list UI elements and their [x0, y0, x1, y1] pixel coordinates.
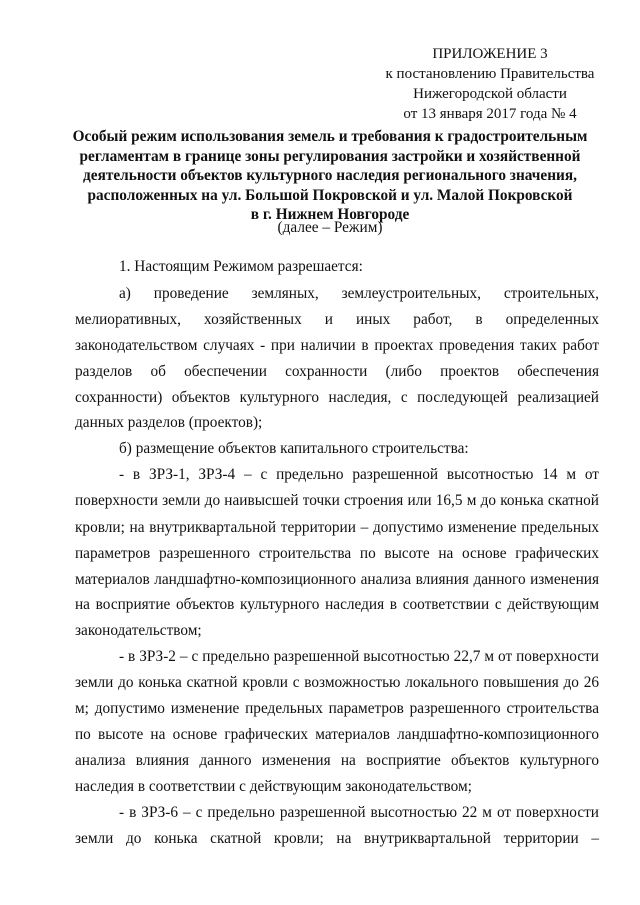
paragraph-line: 1. Настоящим Режимом разрешается: — [119, 258, 363, 275]
paragraph-line: кровли; на внутриквартальной территории – допустимо изменение предельных — [75, 519, 599, 536]
paragraph-line: сохранности) объектов культурного наследия, с последующей реализацией — [75, 389, 599, 406]
paragraph-line: наследия в соответствии с действующим законодательством; — [75, 778, 472, 795]
paragraph-line: по высоте на основе графических материалов ландшафтно-композиционного — [75, 726, 599, 743]
appendix-reference: к постановлению Правительства — [385, 66, 595, 82]
appendix-number: ПРИЛОЖЕНИЕ 3 — [432, 46, 548, 62]
paragraph-line: на восприятие объектов культурного наследия в соответствии с действующим — [75, 596, 599, 613]
paragraph-line: разделов об обеспечении сохранности (либо проектов обеспечения — [75, 363, 599, 380]
paragraph-line: анализа влияния данного изменения на восприятие объектов культурного — [75, 752, 599, 769]
title-line: регламентам в границе зоны регулирования застройки и хозяйственной — [79, 147, 581, 165]
document-title — [50, 127, 610, 225]
document-subtitle: (далее – Режим) — [277, 219, 383, 236]
paragraph-line: данных разделов (проектов); — [75, 414, 263, 431]
paragraph-line: б) размещение объектов капитального строительства: — [119, 440, 469, 457]
title-line: деятельности объектов культурного наследия регионального значения, — [83, 167, 577, 184]
paragraph-line: - в ЗРЗ-6 – с предельно разрешенной высотностью 22 м от поверхности — [119, 804, 599, 821]
paragraph-line: земли до конька скатной кровли с возможностью локального повышения до 26 — [75, 674, 599, 691]
appendix-date: от 13 января 2017 года № 4 — [403, 106, 577, 122]
paragraph-line: материалов ландшафтно-композиционного анализа влияния данного изменения — [75, 571, 599, 588]
paragraph-line: поверхности земли до наивысшей точки строения или 16,5 м до конька скатной — [75, 492, 599, 509]
paragraph-line: а) проведение земляных, землеустроительных, строительных, — [119, 285, 599, 302]
paragraph-line: мелиоративных, хозяйственных и иных работ, в определенных — [75, 311, 599, 328]
paragraph-line: - в ЗРЗ-2 – с предельно разрешенной высотностью 22,7 м от поверхности — [119, 648, 599, 665]
title-line: расположенных на ул. Большой Покровской и ул. Малой Покровской — [87, 186, 573, 204]
paragraph-line: земли до конька скатной кровли; на внутриквартальной территории – — [75, 830, 599, 847]
paragraph-line: законодательством случаях - при наличии в проектах проведения таких работ — [75, 337, 599, 354]
appendix-region: Нижегородской области — [413, 86, 567, 102]
paragraph-line: м; допустимо изменение предельных параметров разрешенного строительства — [75, 700, 599, 717]
title-line: Особый режим использования земель и требования к градостроительным — [72, 128, 588, 145]
paragraph-line: законодательством; — [75, 622, 202, 639]
paragraph-line: - в ЗРЗ-1, ЗРЗ-4 – с предельно разрешенной высотностью 14 м от — [119, 466, 599, 483]
paragraph-line: параметров разрешенного строительства по высоте на основе графических — [75, 545, 599, 562]
title-line: в г. Нижнем Новгороде — [250, 206, 410, 223]
